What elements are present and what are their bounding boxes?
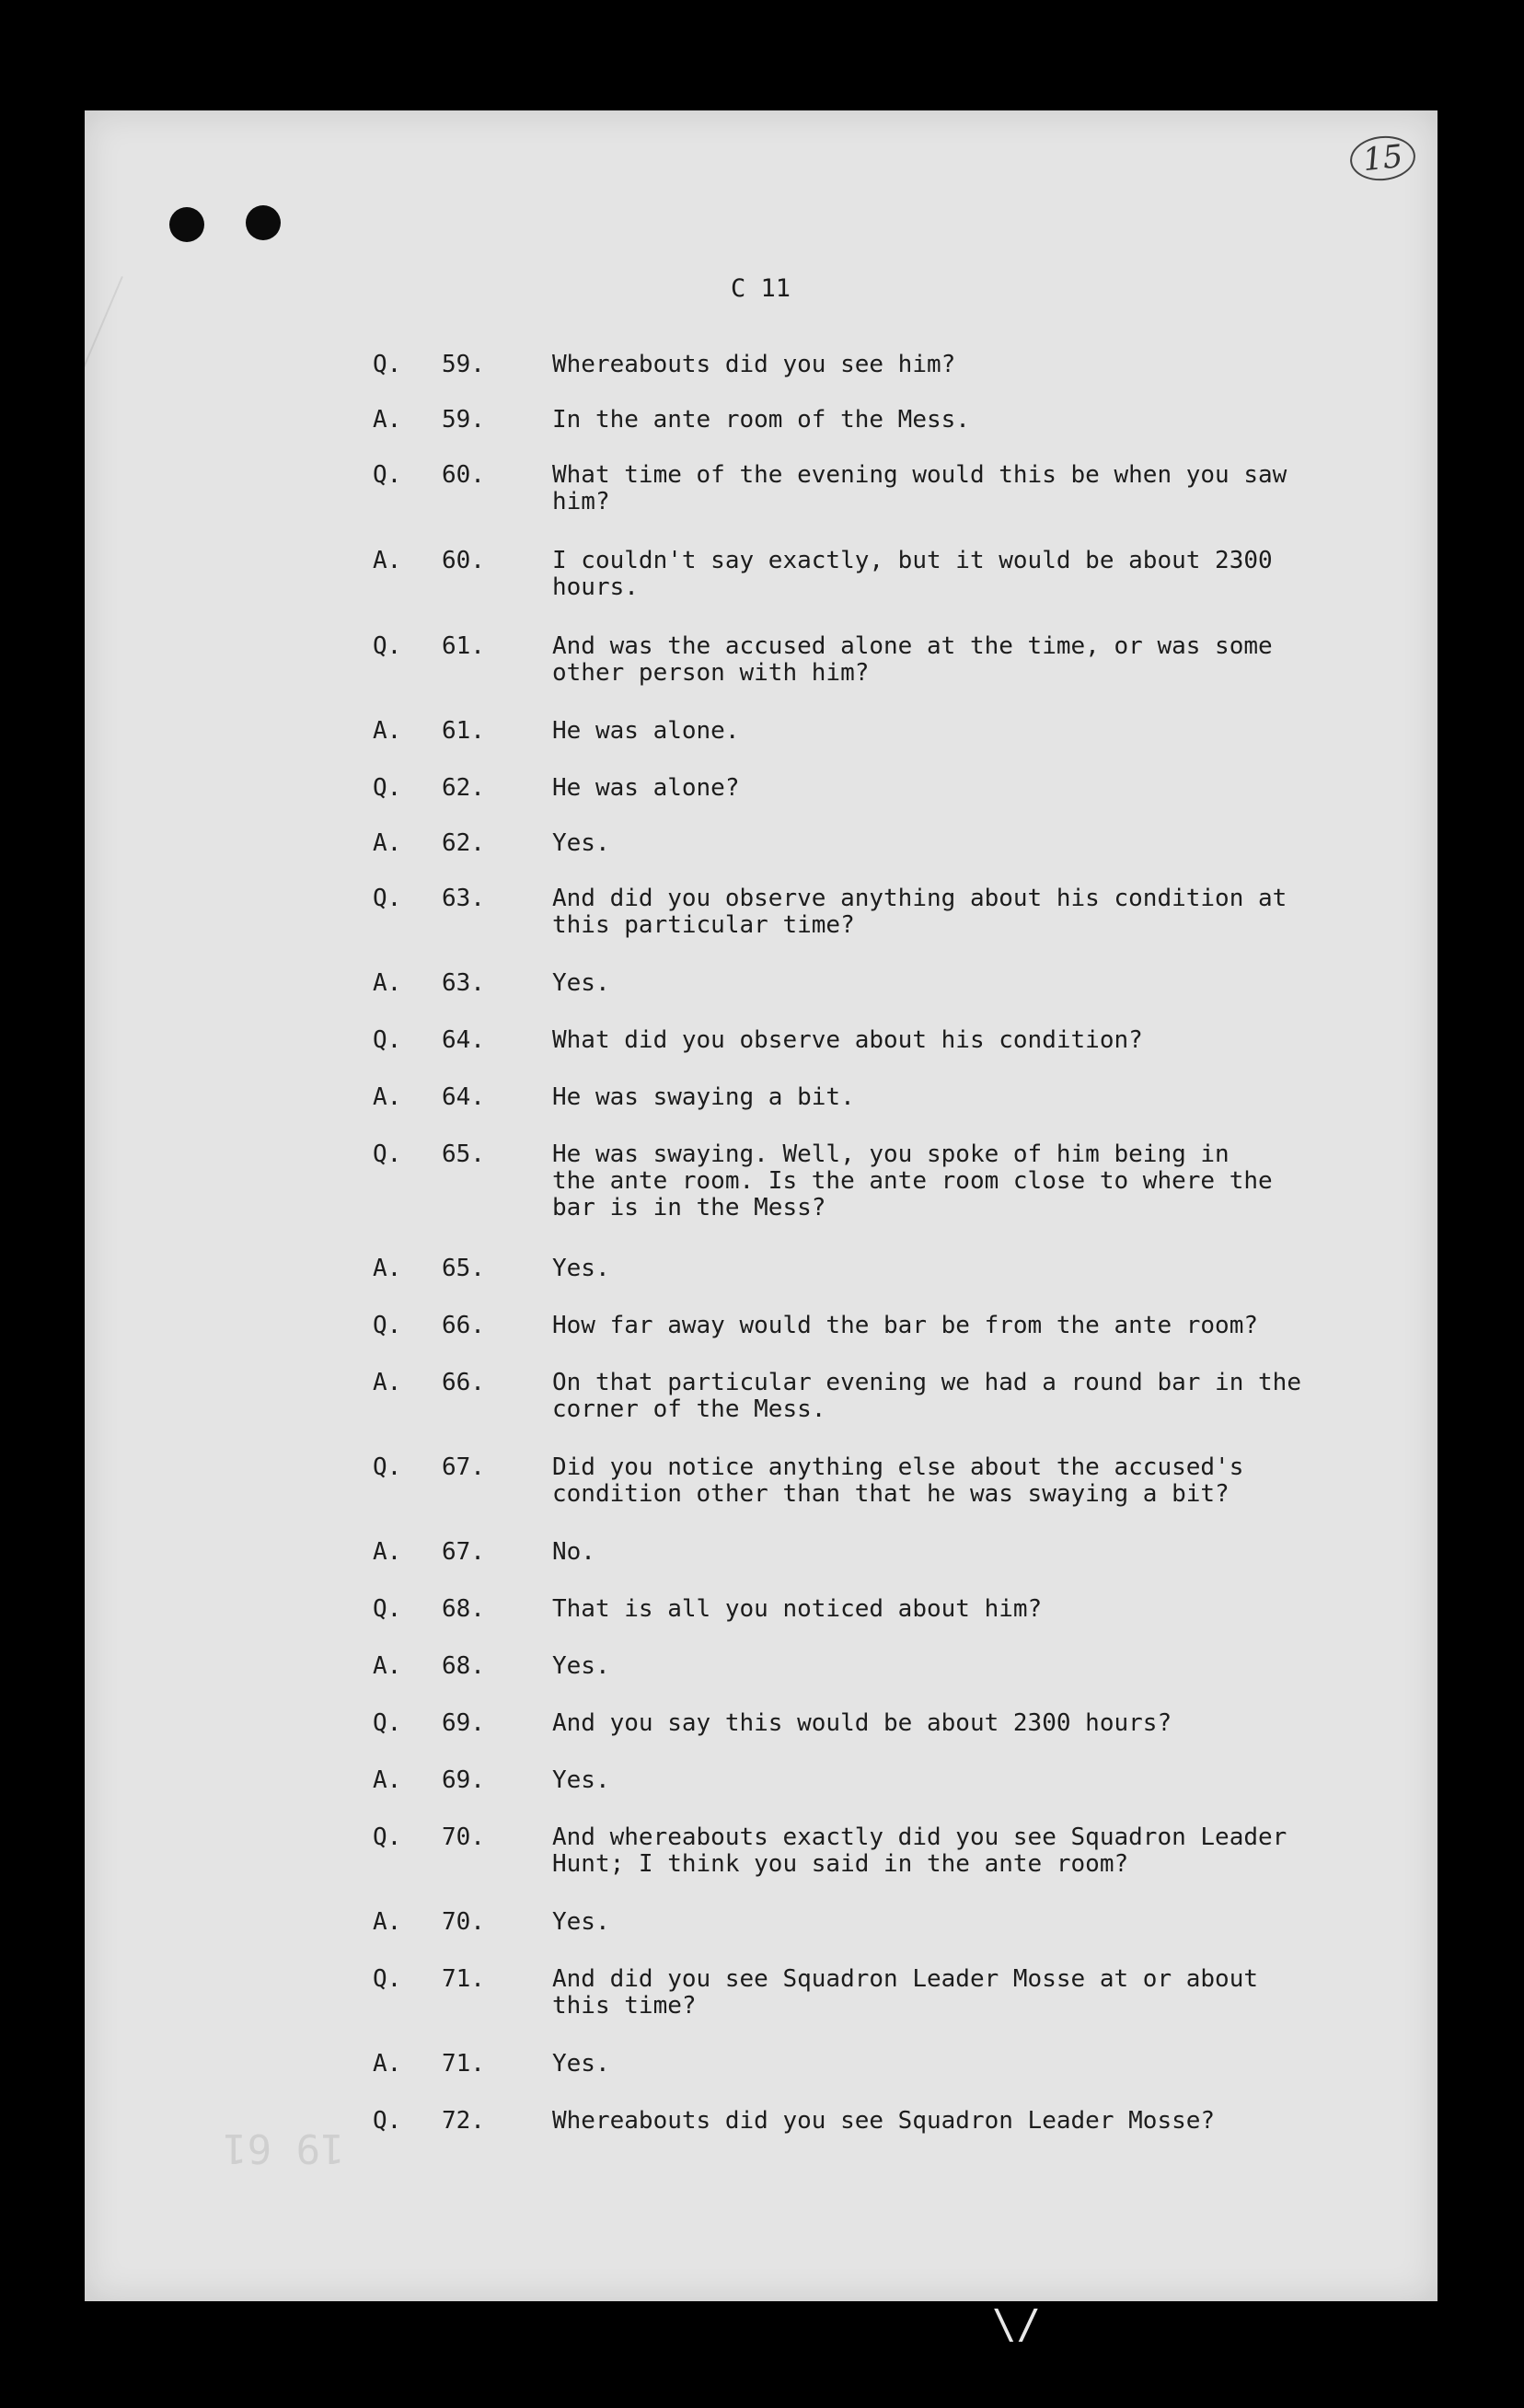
entry-text: Whereabouts did you see Squadron Leader Mosse? xyxy=(552,2107,1216,2135)
entry-kind: Q. xyxy=(373,2107,402,2135)
entry-number: 68. xyxy=(442,1595,485,1623)
entry-number: 70. xyxy=(442,1908,485,1936)
entry-kind: Q. xyxy=(373,1026,402,1054)
entry-kind: Q. xyxy=(373,1312,402,1339)
entry-text: In the ante room of the Mess. xyxy=(552,406,970,434)
entry-number: 70. xyxy=(442,1823,485,1851)
entry-kind: A. xyxy=(373,1255,402,1282)
entry-number: 62. xyxy=(442,829,485,857)
entry-kind: Q. xyxy=(373,632,402,660)
entry-kind: Q. xyxy=(373,1453,402,1481)
question-row xyxy=(373,633,1385,716)
entry-text: Whereabouts did you see him? xyxy=(552,351,956,378)
entry-number: 71. xyxy=(442,1965,485,1993)
entry-number: 69. xyxy=(442,1766,485,1794)
question-row xyxy=(373,462,1385,545)
entry-text: What time of the evening would this be when you saw him? xyxy=(552,461,1287,515)
entry-text: And you say this would be about 2300 hours? xyxy=(552,1709,1172,1737)
entry-number: 61. xyxy=(442,632,485,660)
entry-kind: Q. xyxy=(373,461,402,489)
entry-text: That is all you noticed about him? xyxy=(552,1595,1043,1623)
entry-number: 63. xyxy=(442,885,485,912)
entry-number: 68. xyxy=(442,1652,485,1680)
entry-number: 67. xyxy=(442,1453,485,1481)
entry-kind: Q. xyxy=(373,774,402,802)
question-row xyxy=(373,1141,1385,1224)
entry-text: What did you observe about his condition? xyxy=(552,1026,1143,1054)
entry-text: No. xyxy=(552,1538,595,1566)
entry-kind: Q. xyxy=(373,1709,402,1737)
question-row xyxy=(373,1824,1385,1907)
entry-text: I couldn't say exactly, but it would be about 2300 hours. xyxy=(552,547,1273,601)
entry-text: Yes. xyxy=(552,1908,610,1936)
entry-kind: A. xyxy=(373,406,402,434)
faded-stamp: 19 61 xyxy=(223,2124,345,2171)
entry-kind: Q. xyxy=(373,1595,402,1623)
entry-number: 64. xyxy=(442,1083,485,1111)
entry-text: Did you notice anything else about the accused's condition other than that he was swaying a bit? xyxy=(552,1453,1244,1508)
entry-kind: Q. xyxy=(373,1140,402,1168)
question-row xyxy=(373,1454,1385,1537)
entry-number: 59. xyxy=(442,351,485,378)
entry-kind: A. xyxy=(373,1538,402,1566)
entry-text: Yes. xyxy=(552,969,610,997)
entry-number: 69. xyxy=(442,1709,485,1737)
entry-kind: A. xyxy=(373,547,402,574)
page-reference: C 11 xyxy=(731,274,791,303)
entry-text: And whereabouts exactly did you see Squadron Leader Hunt; I think you said in the ante room? xyxy=(552,1823,1287,1878)
entry-text: He was swaying. Well, you spoke of him being in the ante room. Is the ante room close to where the bar is in the Mess? xyxy=(552,1140,1273,1221)
entry-kind: A. xyxy=(373,717,402,745)
entry-number: 60. xyxy=(442,461,485,489)
entry-text: Yes. xyxy=(552,1255,610,1282)
entry-kind: A. xyxy=(373,1083,402,1111)
answer-row xyxy=(373,1370,1385,1453)
punch-hole-icon xyxy=(169,207,204,242)
punch-hole-icon xyxy=(246,205,281,240)
entry-text: He was alone. xyxy=(552,717,740,745)
entry-text: And did you see Squadron Leader Mosse at or about this time? xyxy=(552,1965,1259,2020)
entry-text: Yes. xyxy=(552,1652,610,1680)
question-row xyxy=(373,886,1385,968)
entry-number: 65. xyxy=(442,1140,485,1168)
entry-text: Yes. xyxy=(552,2050,610,2078)
entry-number: 67. xyxy=(442,1538,485,1566)
entry-kind: A. xyxy=(373,969,402,997)
entry-text: How far away would the bar be from the ante room? xyxy=(552,1312,1259,1339)
entry-text: And was the accused alone at the time, or was some other person with him? xyxy=(552,632,1273,687)
entry-number: 71. xyxy=(442,2050,485,2078)
document-page xyxy=(85,110,1437,2301)
entry-kind: A. xyxy=(373,829,402,857)
question-row xyxy=(373,1966,1385,2049)
entry-text: He was alone? xyxy=(552,774,740,802)
entry-number: 61. xyxy=(442,717,485,745)
entry-text: Yes. xyxy=(552,829,610,857)
entry-kind: Q. xyxy=(373,351,402,378)
entry-number: 64. xyxy=(442,1026,485,1054)
entry-kind: Q. xyxy=(373,885,402,912)
entry-text: On that particular evening we had a round bar in the corner of the Mess. xyxy=(552,1369,1301,1423)
entry-kind: A. xyxy=(373,1369,402,1396)
entry-text: Yes. xyxy=(552,1766,610,1794)
entry-number: 59. xyxy=(442,406,485,434)
entry-number: 66. xyxy=(442,1369,485,1396)
entry-number: 63. xyxy=(442,969,485,997)
entry-number: 62. xyxy=(442,774,485,802)
entry-text: He was swaying a bit. xyxy=(552,1083,855,1111)
entry-kind: A. xyxy=(373,2050,402,2078)
fold-crease xyxy=(0,276,123,2183)
entry-number: 65. xyxy=(442,1255,485,1282)
entry-kind: A. xyxy=(373,1766,402,1794)
entry-number: 72. xyxy=(442,2107,485,2135)
entry-kind: Q. xyxy=(373,1823,402,1851)
entry-kind: A. xyxy=(373,1908,402,1936)
entry-number: 60. xyxy=(442,547,485,574)
entry-kind: A. xyxy=(373,1652,402,1680)
question-row xyxy=(373,2108,1385,2191)
entry-number: 66. xyxy=(442,1312,485,1339)
folio-number: 15 xyxy=(1348,133,1418,183)
entry-kind: Q. xyxy=(373,1965,402,1993)
answer-row xyxy=(373,548,1385,631)
bottom-mark: \/ xyxy=(992,2301,1041,2348)
entry-text: And did you observe anything about his condition at this particular time? xyxy=(552,885,1287,939)
